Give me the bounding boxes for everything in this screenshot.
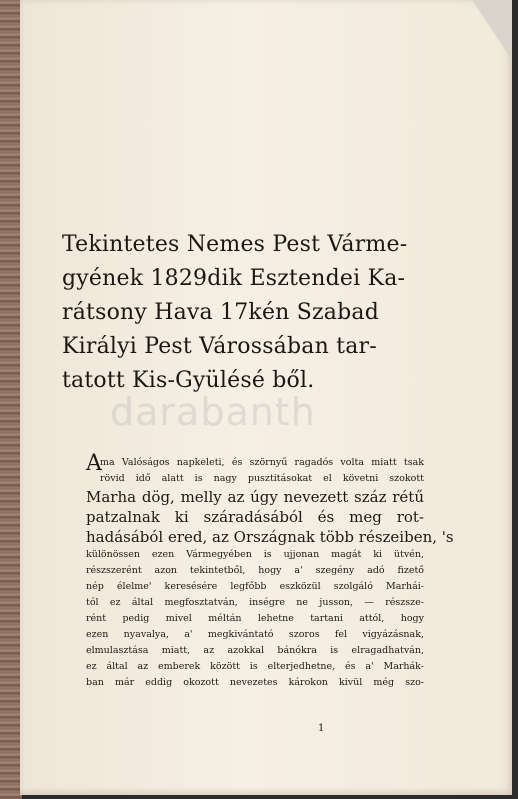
body-line: nép élelme' keresésére legfőbb eszközül szolgáló Marhái- [86,581,424,592]
body-line: rént pedig mivel méltán lehetne tartani attól, hogy [86,613,424,624]
body-line: tól ez által megfosztatván, inségre ne jusson, — részsze- [86,597,424,608]
body-line: ezen nyavalya, a' megkivántató szoros fel vigyázásnak, [86,629,424,640]
title-line: rátsony Hava 17kén Szabad [62,300,380,325]
body-line: ma Valóságos napkeleti, és szörnyű ragadós volta miatt tsak [100,457,424,468]
body-line: rövid idő alatt is nagy pusztitásokat el követni szokott [100,473,424,484]
document-title [62,228,432,398]
body-line: Marha dög, melly az úgy nevezett száz rétű [86,488,424,506]
page-number: 1 [318,723,325,734]
drop-cap: A [86,451,102,476]
body-line: ban már eddig okozott nevezetes károkon kivül még szo- [86,677,424,688]
body-line: hadásából ered, az Országnak több részeiben, 's [86,528,454,546]
watermark: darabanth [110,390,316,434]
body-line: elmulasztása miatt, az azokkal bánókra is elragadhatván, [86,645,424,656]
title-line: Tekintetes Nemes Pest Várme- [62,232,408,257]
title-line: gyének 1829dik Esztendei Ka- [62,266,406,291]
body-line: ez által az emberek között is elterjedhetne, és a' Marhák- [86,661,424,672]
title-line: tatott Kis-Gyülésé ből. [62,368,315,393]
title-line: Királyi Pest Várossában tar- [62,334,377,359]
body-line: részszerént azon tekintetből, hogy a' szegény adó fizető [86,565,424,576]
body-line: patzalnak ki száradásából és meg rot- [86,508,424,526]
body-text [86,455,454,691]
book-spine [0,0,22,799]
body-line: különössen ezen Vármegyében is ujjonan magát ki ütvén, [86,549,424,560]
folded-corner [472,0,512,60]
